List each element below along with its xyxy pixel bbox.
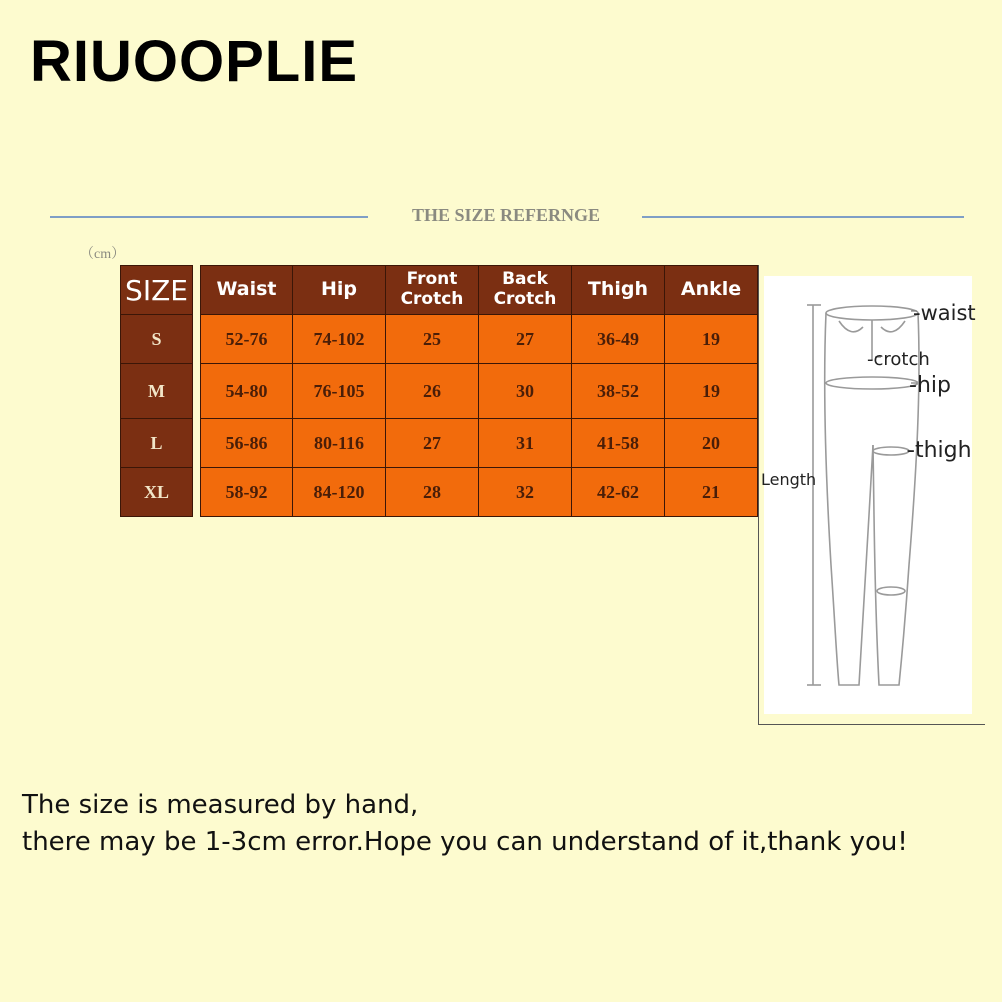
table-cell: 74-102: [293, 315, 386, 364]
hip-label: -hip: [909, 373, 951, 398]
table-cell: 27: [479, 315, 572, 364]
size-cell-l: L: [120, 419, 193, 468]
table-cell: 36-49: [572, 315, 665, 364]
measurement-note-line2: there may be 1-3cm error.Hope you can understand of it,thank you!: [22, 827, 908, 857]
pants-measurement-diagram: [758, 265, 985, 725]
size-cell-m: M: [120, 364, 193, 419]
header-waist: Waist: [200, 265, 293, 315]
brand-title: RIUOOPLIE: [30, 29, 359, 94]
size-cell-s: S: [120, 315, 193, 364]
pants-outline-icon: [759, 265, 986, 725]
header-back-crotch: [479, 265, 572, 315]
table-cell: 20: [665, 419, 758, 468]
table-cell: 26: [386, 364, 479, 419]
table-cell: 84-120: [293, 468, 386, 517]
table-row: [200, 315, 758, 364]
title-rule-right: [642, 216, 964, 218]
header-back-crotch-label: Back Crotch: [493, 269, 557, 309]
header-ankle: Ankle: [665, 265, 758, 315]
header-hip: Hip: [293, 265, 386, 315]
table-cell: 30: [479, 364, 572, 419]
table-cell: 58-92: [200, 468, 293, 517]
table-cell: 31: [479, 419, 572, 468]
table-row: [200, 419, 758, 468]
size-cell-xl: XL: [120, 468, 193, 517]
table-cell: 19: [665, 315, 758, 364]
table-cell: 80-116: [293, 419, 386, 468]
unit-label: （cm）: [80, 247, 126, 262]
table-cell: 42-62: [572, 468, 665, 517]
header-front-crotch-label: Front Crotch: [400, 269, 464, 309]
table-cell: 28: [386, 468, 479, 517]
table-cell: 38-52: [572, 364, 665, 419]
header-front-crotch: [386, 265, 479, 315]
table-header-row: [200, 265, 758, 315]
header-thigh: Thigh: [572, 265, 665, 315]
thigh-label: -thigh: [907, 438, 972, 463]
measurement-note-line1: The size is measured by hand,: [22, 790, 419, 820]
table-cell: 41-58: [572, 419, 665, 468]
table-cell: 27: [386, 419, 479, 468]
size-table: [200, 265, 758, 517]
table-row: [200, 364, 758, 419]
table-cell: 25: [386, 315, 479, 364]
size-column: [120, 265, 193, 517]
table-cell: 54-80: [200, 364, 293, 419]
table-cell: 21: [665, 468, 758, 517]
table-cell: 32: [479, 468, 572, 517]
table-cell: 19: [665, 364, 758, 419]
table-cell: 76-105: [293, 364, 386, 419]
table-cell: 52-76: [200, 315, 293, 364]
table-row: [200, 468, 758, 517]
size-header: SIZE: [120, 265, 193, 315]
waist-label: -waist: [913, 301, 976, 325]
length-label: Length: [761, 470, 817, 489]
table-cell: 56-86: [200, 419, 293, 468]
title-rule-left: [50, 216, 368, 218]
crotch-label: -crotch: [867, 349, 930, 370]
size-reference-title: THE SIZE REFERNGE: [411, 205, 601, 225]
